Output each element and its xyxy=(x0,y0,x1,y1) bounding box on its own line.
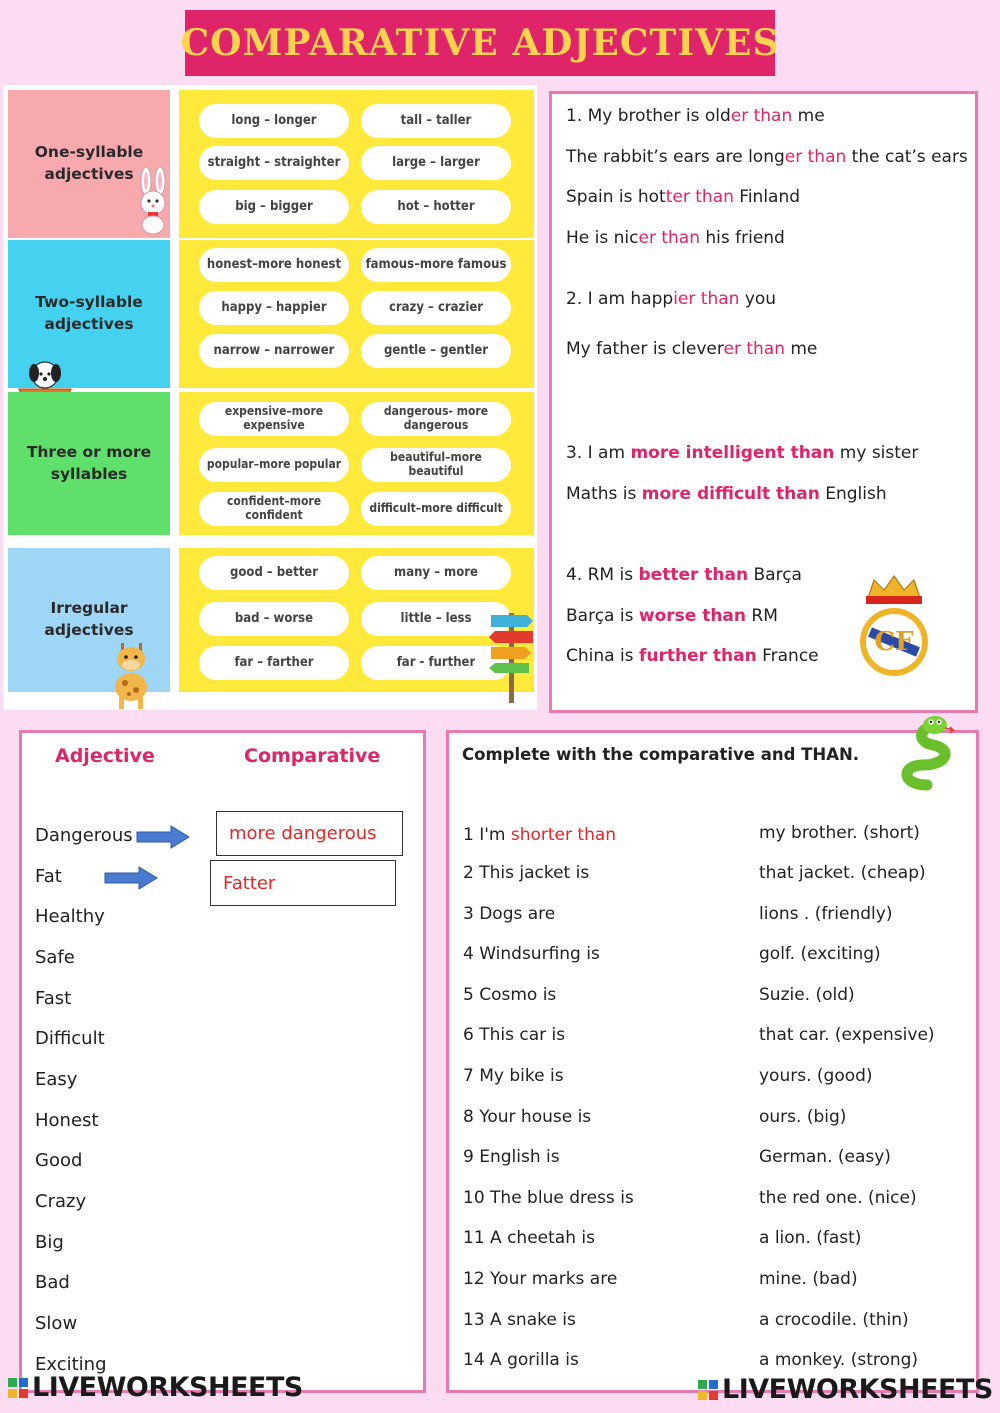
adjective-item: Honest xyxy=(35,1110,99,1131)
adjective-item: Exciting xyxy=(35,1354,107,1375)
snake-icon xyxy=(897,715,965,791)
pair-pill: difficult–more difficult xyxy=(361,492,511,526)
question-stem: 9 English is xyxy=(463,1147,560,1167)
question-stem: 12 Your marks are xyxy=(463,1269,618,1289)
exercise-instructions: Complete with the comparative and THAN. xyxy=(462,745,860,764)
pair-pill: good – better xyxy=(199,556,349,590)
pair-pill: popular–more popular xyxy=(199,448,349,482)
pair-pill: large – larger xyxy=(361,146,511,180)
pair-pill: gentle – gentler xyxy=(361,334,511,368)
comparative-column-header: Comparative xyxy=(244,745,381,767)
category-label: One-syllable adjectives xyxy=(34,143,144,183)
svg-text:CF: CF xyxy=(874,627,914,657)
liveworksheets-logo: LIVEWORKSHEETS xyxy=(698,1374,993,1405)
comparative-rules-chart xyxy=(3,85,537,710)
example-line: 1. My brother is older than me xyxy=(566,106,825,126)
arrow-right-icon xyxy=(103,865,159,891)
question-tail: German. (easy) xyxy=(759,1147,891,1167)
liveworksheets-logo: LIVEWORKSHEETS xyxy=(8,1372,303,1403)
liveworksheets-logo-icon xyxy=(698,1380,718,1400)
giraffe-icon xyxy=(103,635,165,710)
pairs-box-one-syllable xyxy=(179,90,534,238)
pairs-box-three-syllables xyxy=(179,392,534,535)
category-label: Two-syllable adjectives xyxy=(35,293,143,333)
question-stem: 10 The blue dress is xyxy=(463,1188,634,1208)
question-stem: 5 Cosmo is xyxy=(463,985,557,1005)
example-line: 3. I am more intelligent than my sister xyxy=(566,443,919,463)
adjective-item: Big xyxy=(35,1232,64,1253)
adjective-item: Difficult xyxy=(35,1028,105,1049)
pair-pill: narrow – narrower xyxy=(199,334,349,368)
question-tail: a lion. (fast) xyxy=(759,1228,862,1248)
comparative-answer-field[interactable]: more dangerous xyxy=(216,811,403,856)
question-tail: my brother. (short) xyxy=(759,823,920,843)
examples-panel xyxy=(549,91,978,713)
question-stem: 6 This car is xyxy=(463,1025,566,1045)
adjective-item: Safe xyxy=(35,947,75,968)
question-answer[interactable]: shorter than xyxy=(510,825,617,845)
pair-pill: expensive–more expensive xyxy=(199,402,349,436)
question-stem: 3 Dogs are xyxy=(463,904,556,924)
adjective-item: Good xyxy=(35,1150,83,1171)
pair-pill: hot – hotter xyxy=(361,190,511,224)
rabbit-icon xyxy=(128,167,178,235)
pair-pill: little – less xyxy=(361,602,511,636)
pair-pill: beautiful–more beautiful xyxy=(361,448,511,482)
category-three-syllables xyxy=(8,392,170,535)
question-stem: 7 My bike is xyxy=(463,1066,564,1086)
example-line: China is further than France xyxy=(566,646,819,666)
question-tail: ours. (big) xyxy=(759,1107,847,1127)
pair-pill: confident–more confident xyxy=(199,492,349,526)
signpost-icon xyxy=(489,605,535,705)
question-tail: lions . (friendly) xyxy=(759,904,893,924)
real-madrid-crest-icon xyxy=(854,574,934,682)
adjective-item: Dangerous xyxy=(35,825,133,846)
adjective-item: Crazy xyxy=(35,1191,87,1212)
pairs-box-irregular xyxy=(179,548,534,692)
comparative-answer-field[interactable]: Fatter xyxy=(210,860,396,906)
category-label: Irregular adjectives xyxy=(44,599,134,639)
question-tail: the red one. (nice) xyxy=(759,1188,917,1208)
pair-pill: many – more xyxy=(361,556,511,590)
question-stem: 2 This jacket is xyxy=(463,863,590,883)
pair-pill: straight – straighter xyxy=(199,146,349,180)
complete-sentences-panel xyxy=(446,730,979,1393)
question-stem: 14 A gorilla is xyxy=(463,1350,579,1370)
pair-pill: long – longer xyxy=(199,104,349,138)
page-title: COMPARATIVE ADJECTIVES xyxy=(185,10,775,76)
question-stem: 8 Your house is xyxy=(463,1107,592,1127)
question-tail: mine. (bad) xyxy=(759,1269,858,1289)
example-line: Barça is worse than RM xyxy=(566,606,778,626)
question-tail: a monkey. (strong) xyxy=(759,1350,919,1370)
pair-pill: tall – taller xyxy=(361,104,511,138)
example-line: He is nicer than his friend xyxy=(566,228,785,248)
pair-pill: crazy – crazier xyxy=(361,291,511,325)
adjective-item: Bad xyxy=(35,1272,70,1293)
liveworksheets-logo-icon xyxy=(8,1378,28,1398)
adjective-column-header: Adjective xyxy=(55,745,155,767)
question-tail: that jacket. (cheap) xyxy=(759,863,926,883)
pair-pill: happy – happier xyxy=(199,291,349,325)
example-line: The rabbit’s ears are longer than the cat’s ears xyxy=(566,147,968,167)
adjective-item: Easy xyxy=(35,1069,78,1090)
pair-pill: dangerous- more dangerous xyxy=(361,402,511,436)
adjective-item: Healthy xyxy=(35,906,105,927)
arrow-right-icon xyxy=(135,824,191,850)
pairs-box-two-syllable xyxy=(179,240,534,388)
pair-pill: honest–more honest xyxy=(199,248,349,282)
pair-pill: bad – worse xyxy=(199,602,349,636)
question-stem: 1 I'm shorter than xyxy=(463,825,617,845)
example-line: My father is cleverer than me xyxy=(566,339,818,359)
question-tail: that car. (expensive) xyxy=(759,1025,935,1045)
pair-pill: famous–more famous xyxy=(361,248,511,282)
example-line: Maths is more difficult than English xyxy=(566,484,887,504)
question-tail: a crocodile. (thin) xyxy=(759,1310,909,1330)
adjective-item: Fast xyxy=(35,988,72,1009)
adjective-exercise-panel xyxy=(19,730,426,1393)
example-line: 4. RM is better than Barça xyxy=(566,565,802,585)
adjective-item: Slow xyxy=(35,1313,78,1334)
pair-pill: far - further xyxy=(361,646,511,680)
adjective-item: Fat xyxy=(35,866,62,887)
category-label: Three or more syllables xyxy=(26,442,152,483)
question-stem: 13 A snake is xyxy=(463,1310,576,1330)
example-line: 2. I am happier than you xyxy=(566,289,777,309)
example-line: Spain is hotter than Finland xyxy=(566,187,801,207)
question-tail: Suzie. (old) xyxy=(759,985,855,1005)
question-tail: yours. (good) xyxy=(759,1066,873,1086)
pair-pill: big – bigger xyxy=(199,190,349,224)
question-stem: 4 Windsurfing is xyxy=(463,944,600,964)
question-stem: 11 A cheetah is xyxy=(463,1228,595,1248)
question-tail: golf. (exciting) xyxy=(759,944,881,964)
pair-pill: far – farther xyxy=(199,646,349,680)
